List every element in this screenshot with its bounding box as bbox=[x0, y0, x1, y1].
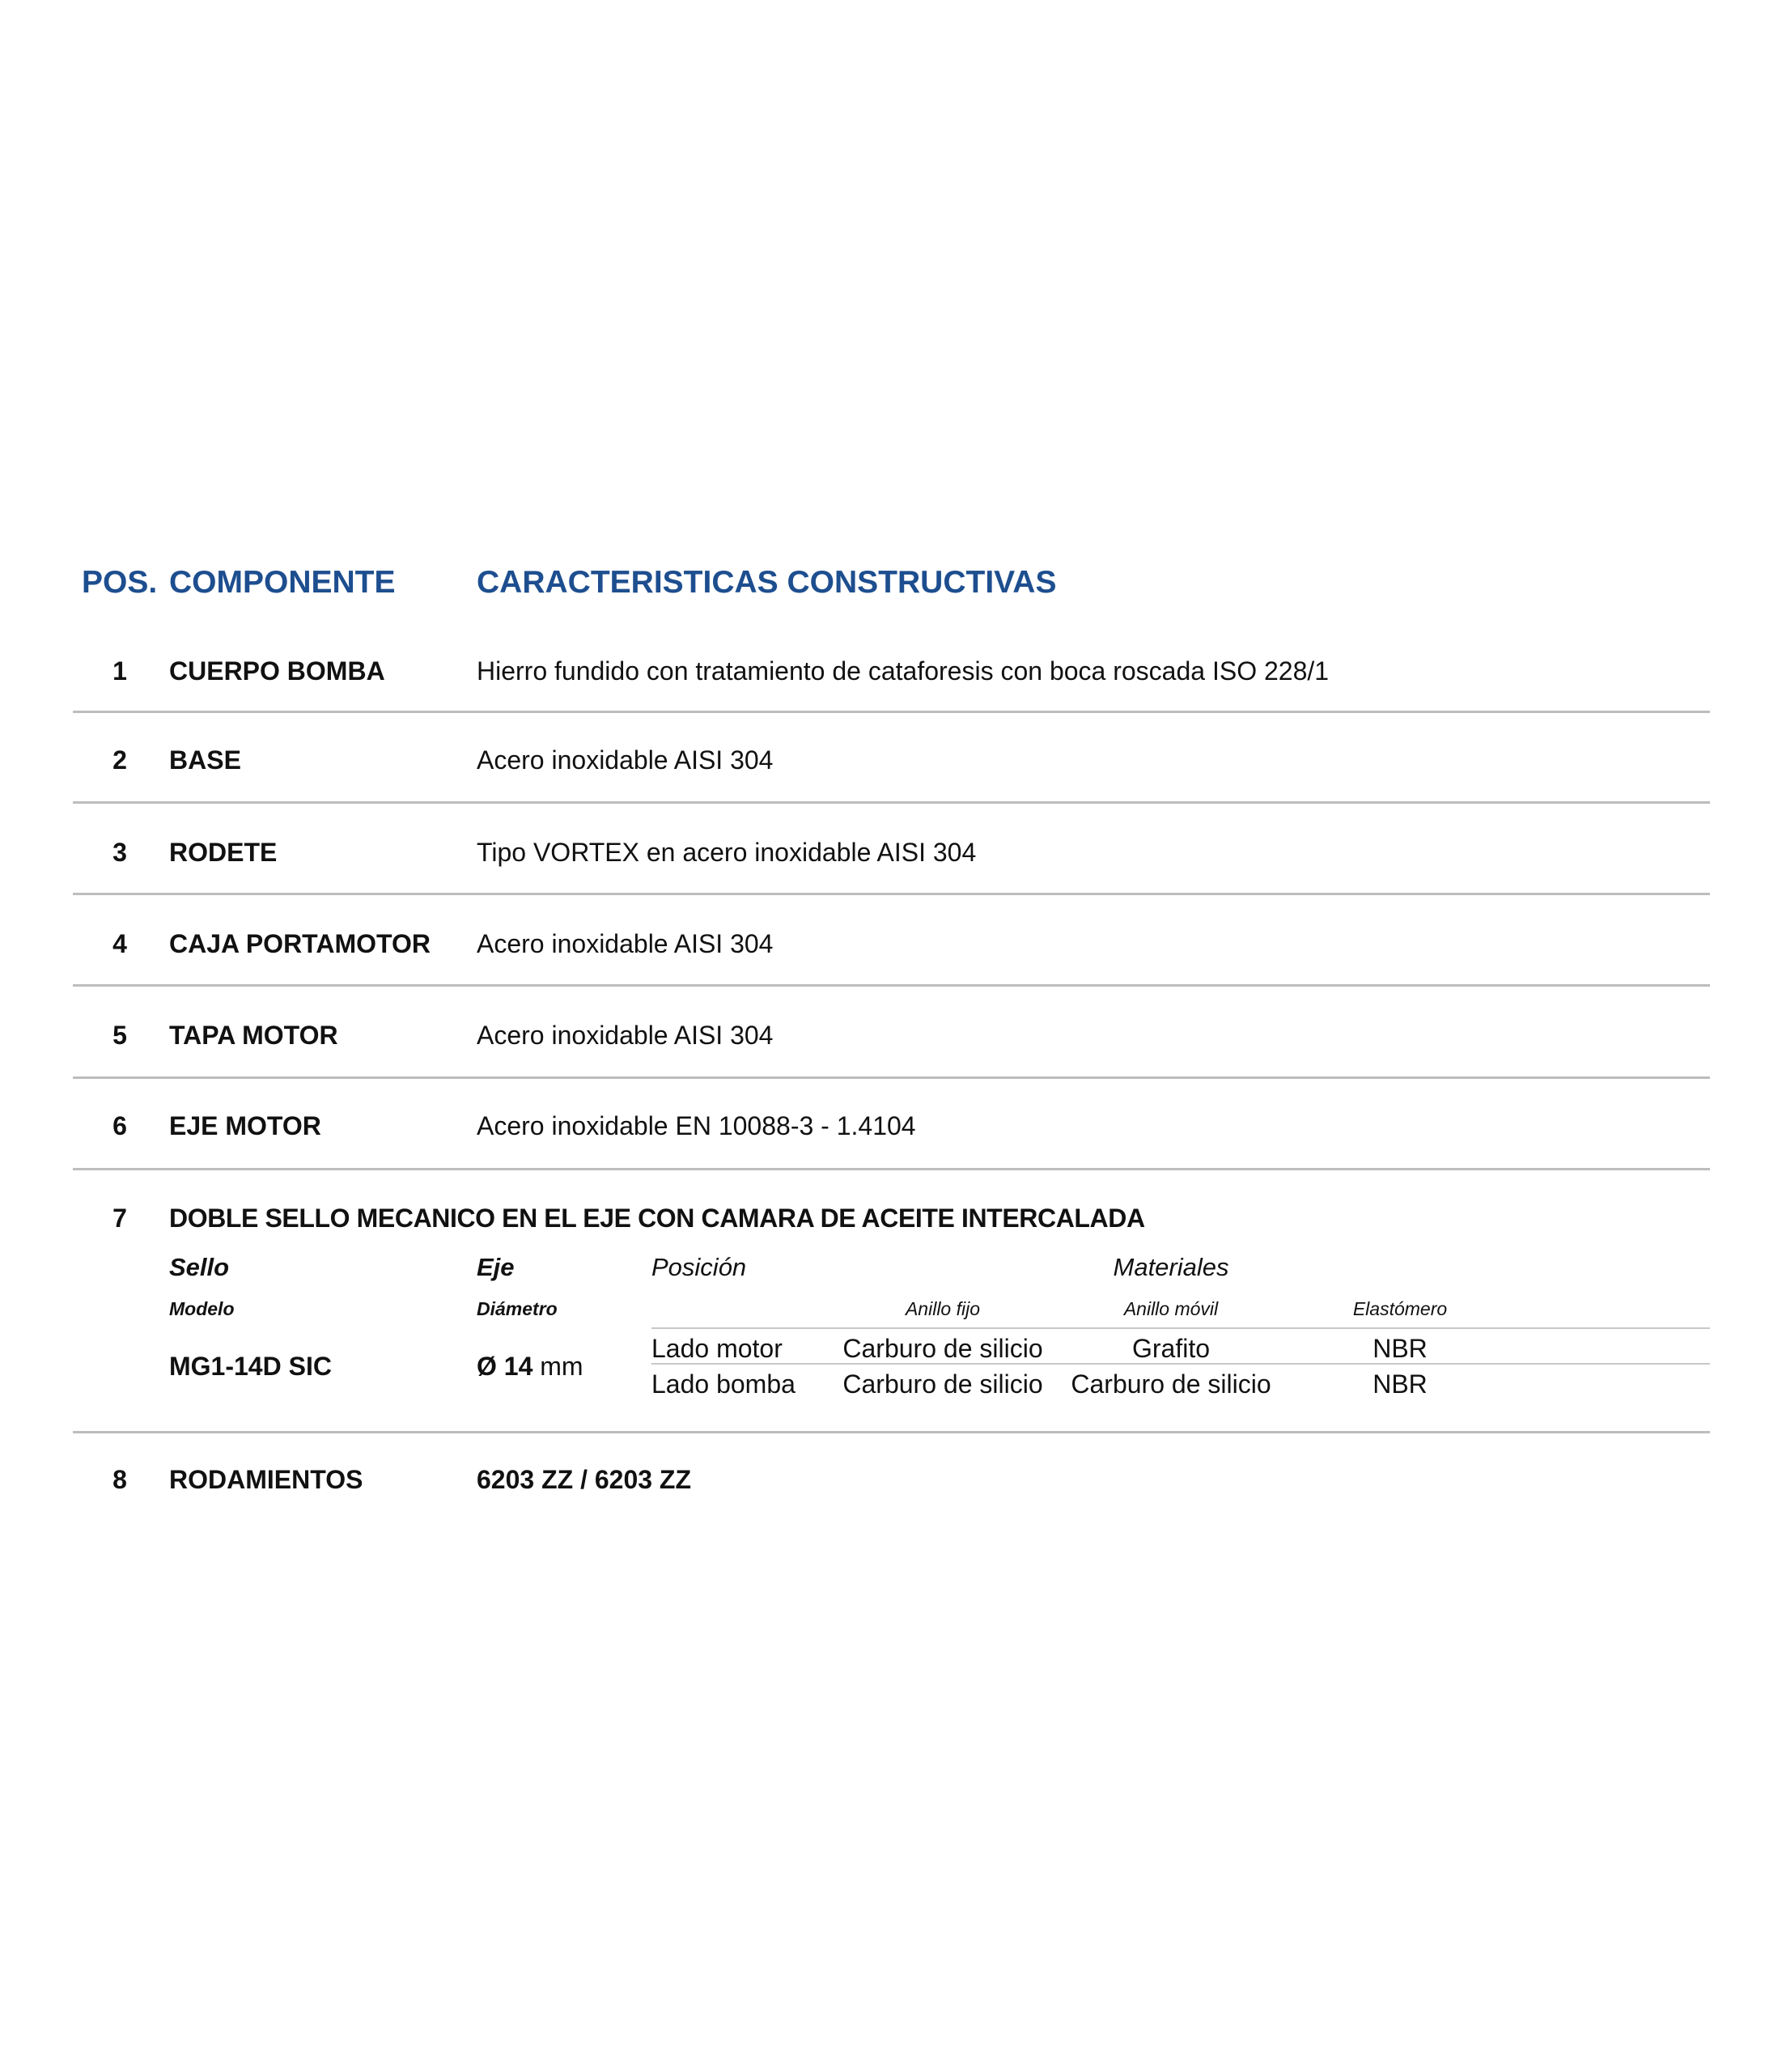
seal-position-2: Lado bomba bbox=[651, 1369, 796, 1399]
seal-anillo-movil-2: Carburo de silicio bbox=[1071, 1369, 1271, 1399]
row-8-value: 6203 ZZ / 6203 ZZ bbox=[477, 1465, 692, 1494]
row-3-pos: 3 bbox=[112, 838, 127, 867]
row-divider bbox=[73, 1076, 1710, 1079]
row-4-description: Acero inoxidable AISI 304 bbox=[477, 929, 774, 958]
row-8-pos: 8 bbox=[112, 1465, 127, 1494]
seal-header-materiales: Materiales bbox=[1113, 1253, 1229, 1281]
seal-elastomero-1: NBR bbox=[1373, 1334, 1428, 1363]
row-3-description: Tipo VORTEX en acero inoxidable AISI 304 bbox=[477, 838, 977, 867]
seal-header-elastomero: Elastómero bbox=[1352, 1298, 1448, 1319]
seal-header-anillo-movil: Anillo móvil bbox=[1123, 1298, 1219, 1319]
seal-diameter-unit: mm bbox=[540, 1352, 583, 1381]
seal-position-1: Lado motor bbox=[651, 1334, 783, 1363]
seal-header-eje: Eje bbox=[477, 1253, 515, 1281]
seal-header-diametro: Diámetro bbox=[477, 1298, 558, 1319]
header-pos: POS. bbox=[82, 565, 158, 600]
row-3-component: RODETE bbox=[169, 838, 278, 867]
row-1-component: CUERPO BOMBA bbox=[169, 656, 385, 686]
row-6-component: EJE MOTOR bbox=[169, 1111, 321, 1140]
row-7-pos: 7 bbox=[112, 1204, 127, 1233]
row-4-component: CAJA PORTAMOTOR bbox=[169, 929, 431, 958]
seal-anillo-fijo-1: Carburo de silicio bbox=[842, 1334, 1043, 1363]
row-2-component: BASE bbox=[169, 745, 241, 775]
row-divider bbox=[73, 1168, 1710, 1170]
seal-elastomero-2: NBR bbox=[1373, 1369, 1428, 1399]
row-6-description: Acero inoxidable EN 10088-3 - 1.4104 bbox=[477, 1111, 916, 1140]
row-5-pos: 5 bbox=[112, 1021, 127, 1050]
header-componente: COMPONENTE bbox=[169, 565, 396, 600]
row-6-pos: 6 bbox=[112, 1111, 127, 1140]
row-1-description: Hierro fundido con tratamiento de cataforesis con boca roscada ISO 228/1 bbox=[477, 656, 1330, 686]
row-2-pos: 2 bbox=[112, 745, 127, 775]
seal-anillo-movil-1: Grafito bbox=[1131, 1334, 1211, 1363]
row-divider bbox=[73, 984, 1710, 987]
row-8-component: RODAMIENTOS bbox=[169, 1465, 363, 1494]
seal-subdivider bbox=[651, 1363, 1710, 1365]
row-5-description: Acero inoxidable AISI 304 bbox=[477, 1021, 774, 1050]
seal-diameter bbox=[477, 1352, 583, 1382]
header-caracteristicas: CARACTERISTICAS CONSTRUCTIVAS bbox=[477, 565, 1057, 600]
row-divider bbox=[73, 711, 1710, 713]
seal-anillo-fijo-2: Carburo de silicio bbox=[842, 1369, 1043, 1399]
seal-diameter-value: Ø 14 bbox=[477, 1352, 533, 1381]
seal-header-anillo-fijo: Anillo fijo bbox=[905, 1298, 981, 1319]
seal-title: DOBLE SELLO MECANICO EN EL EJE CON CAMARA DE ACEITE INTERCALADA bbox=[169, 1204, 1145, 1233]
row-1-pos: 1 bbox=[112, 656, 127, 686]
seal-header-sello: Sello bbox=[169, 1253, 230, 1281]
row-4-pos: 4 bbox=[112, 929, 127, 958]
seal-header-posicion: Posición bbox=[651, 1253, 747, 1281]
row-2-description: Acero inoxidable AISI 304 bbox=[477, 745, 774, 775]
seal-subdivider bbox=[651, 1327, 1710, 1329]
row-divider bbox=[73, 893, 1710, 895]
row-5-component: TAPA MOTOR bbox=[169, 1021, 338, 1050]
seal-model: MG1-14D SIC bbox=[169, 1352, 332, 1381]
seal-header-modelo: Modelo bbox=[169, 1298, 235, 1319]
row-divider bbox=[73, 1431, 1710, 1433]
row-divider bbox=[73, 801, 1710, 804]
